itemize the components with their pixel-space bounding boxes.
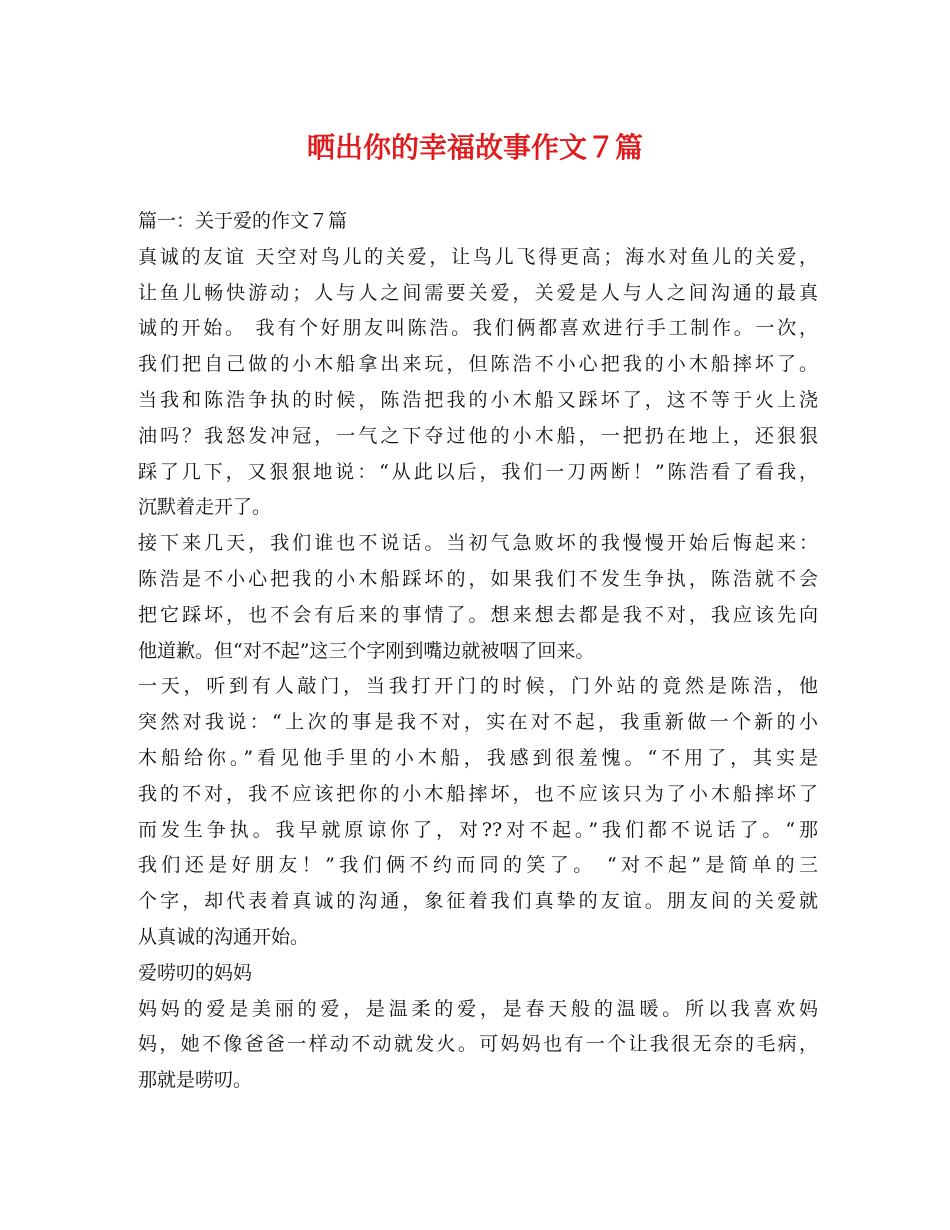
text-line: 妈，她不像爸爸一样动不动就发火。可妈妈也有一个让我很无奈的毛病， — [138, 1033, 818, 1056]
text-line: 把它踩坏，也不会有后来的事情了。想来想去都是我不对，我应该先向 — [138, 603, 818, 626]
document-body — [138, 204, 818, 1099]
text-line: 从真诚的沟通开始。 — [138, 925, 310, 948]
text-line: 一天，听到有人敲门，当我打开门的时候，门外站的竟然是陈浩，他 — [138, 675, 818, 698]
text-line: 而发生争执。我早就原谅你了，对??对不起。”我们都不说话了。“那 — [138, 818, 818, 841]
text-line: 油吗？我怒发冲冠，一气之下夺过他的小木船，一把扔在地上，还狠狠 — [138, 424, 818, 447]
section-heading: 篇一：关于爱的作文７篇 — [138, 210, 348, 232]
text-line: 我的不对，我不应该把你的小木船摔坏，也不应该只为了小木船摔坏了 — [138, 782, 818, 805]
text-line: 妈妈的爱是美丽的爱，是温柔的爱，是春天般的温暖。所以我喜欢妈 — [138, 997, 818, 1020]
text-line: 陈浩是不小心把我的小木船踩坏的，如果我们不发生争执，陈浩就不会 — [138, 567, 818, 590]
text-line: 突然对我说：“上次的事是我不对，实在对不起，我重新做一个新的小 — [138, 711, 818, 734]
text-line: 真诚的友谊 天空对鸟儿的关爱，让鸟儿飞得更高；海水对鱼儿的关爱， — [138, 245, 818, 268]
text-line: 爱唠叨的妈妈 — [138, 961, 253, 984]
text-line: 接下来几天，我们谁也不说话。当初气急败坏的我慢慢开始后悔起来： — [138, 532, 818, 555]
text-line: 他道歉。但“对不起”这三个字刚到嘴边就被咽了回来。 — [138, 639, 595, 662]
text-line: 让鱼儿畅快游动；人与人之间需要关爱，关爱是人与人之间沟通的最真 — [138, 281, 818, 304]
text-line: 当我和陈浩争执的时候，陈浩把我的小木船又踩坏了，这不等于火上浇 — [138, 388, 818, 411]
document-title: 晒出你的幸福故事作文７篇 — [306, 131, 643, 164]
text-line: 诚的开始。 我有个好朋友叫陈浩。我们俩都喜欢进行手工制作。一次， — [138, 317, 818, 340]
text-line: 我们把自己做的小木船拿出来玩，但陈浩不小心把我的小木船摔坏了。 — [138, 353, 818, 376]
text-line: 沉默着走开了。 — [138, 496, 272, 519]
text-line: 个字，却代表着真诚的沟通，象征着我们真挚的友谊。朋友间的关爱就 — [138, 890, 818, 913]
text-line: 踩了几下，又狠狠地说：“从此以后，我们一刀两断！”陈浩看了看我， — [138, 460, 818, 483]
text-line: 那就是唠叨。 — [138, 1069, 253, 1092]
text-line: 木船给你。”看见他手里的小木船，我感到很羞愧。“不用了，其实是 — [138, 746, 818, 769]
text-line: 我们还是好朋友！”我们俩不约而同的笑了。 “对不起”是简单的三 — [138, 854, 818, 877]
